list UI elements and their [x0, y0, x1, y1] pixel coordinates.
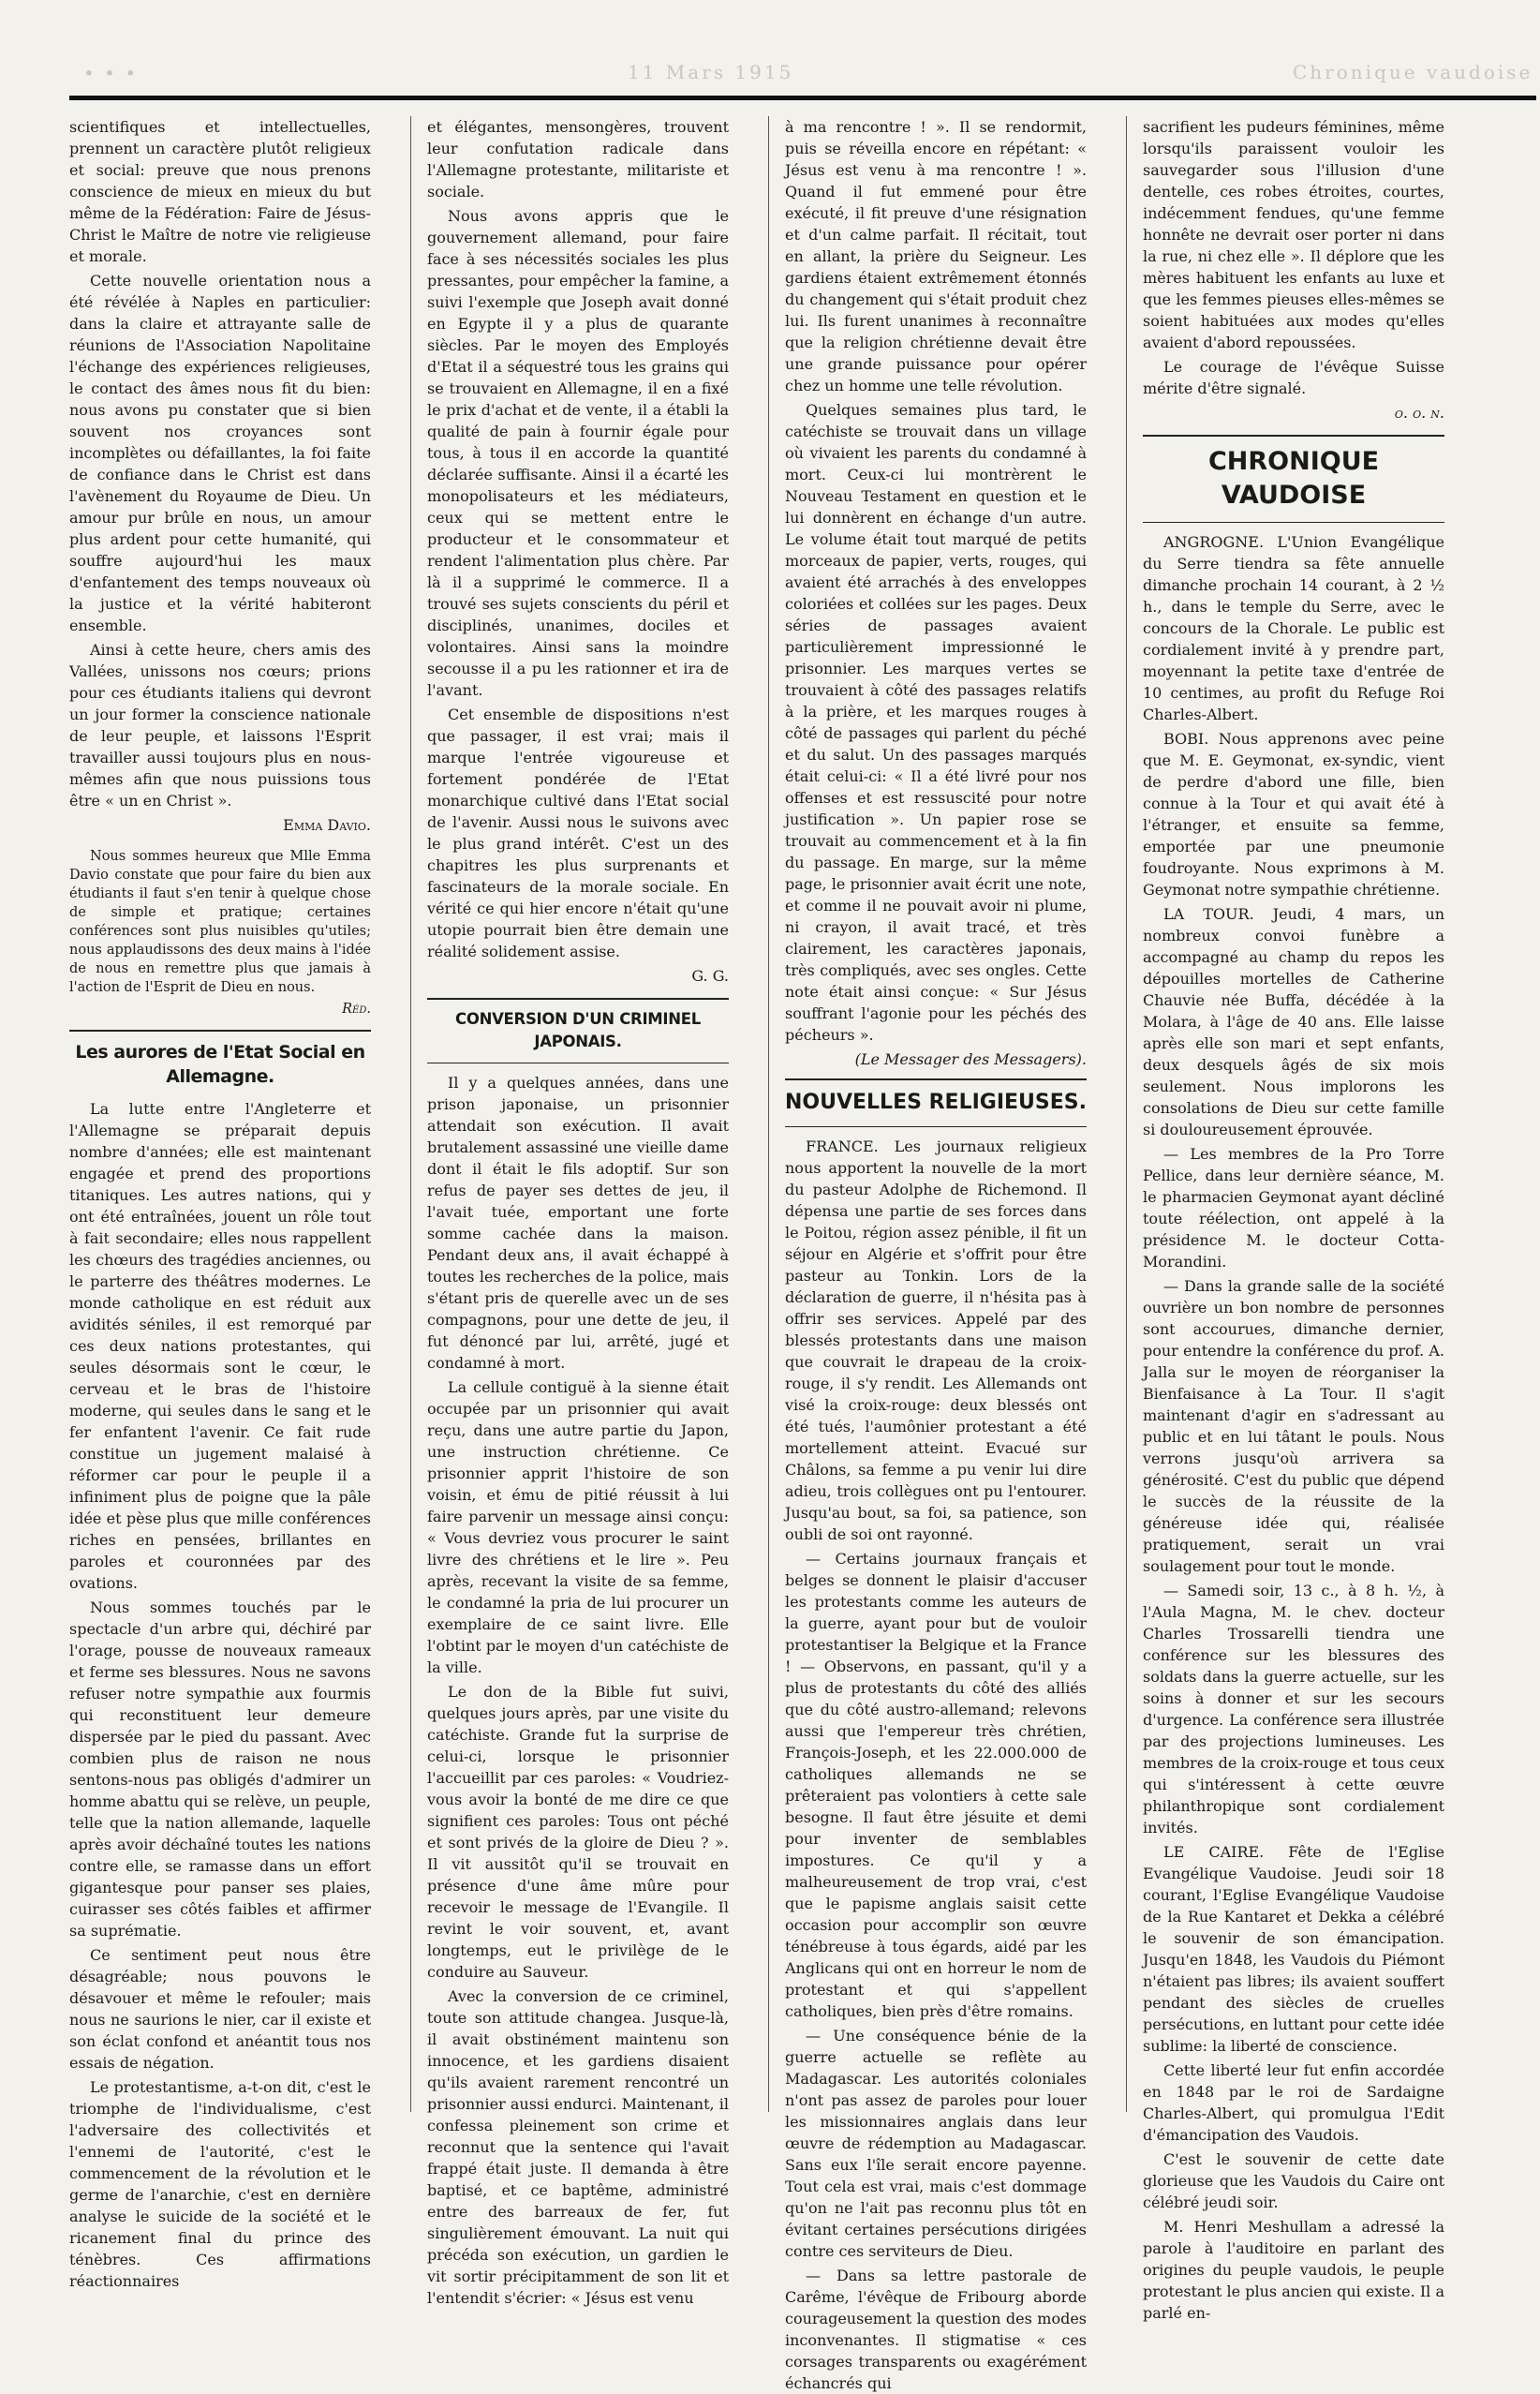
section-rule — [1143, 435, 1444, 437]
paragraph: Le protestantisme, a-t-on dit, c'est le triomphe de l'individualisme, c'est l'adversaire des collectivités et l'ennemi de l'autorité, c'est le commencement de la révolution et le germe de l'anarchie, c'est en dernière analyse le suicide de la société et le ricanement final du prince des ténèbres. Ces affirmations réactionnaires — [69, 2078, 371, 2290]
paragraph: La cellule contiguë à la sienne était occupée par un prisonnier qui avait reçu, dans une autre partie du Japon, une instruction chrétienne. Ce prisonnier apprit l'histoire de son voisin, et ému de pitié réussit à lui faire parvenir un message ainsi conçu: « Vous devriez vous procurer le saint livre des chrétiens et le lire ». Peu après, recevant la visite de sa femme, le condamné la pria de lui procurer un exemplaire de ce saint livre. Elle l'obtint par le moyen d'un catéchiste de la ville. — [427, 1378, 729, 1676]
column-3 — [785, 116, 1087, 2392]
editor-note: Nous sommes heureux que Mlle Emma Davio constate que pour faire du bien aux étudiants il faut s'en tenir à quelque chose de simple et pratique; certaines conférences sont plus nuisibles qu'utiles; nous applaudissons des deux mains à l'idée de nous en remettre plus que jamais à l'action de l'Esprit de Dieu en nous. — [69, 849, 371, 995]
column-1 — [69, 116, 371, 2290]
paragraph: Quelques semaines plus tard, le catéchiste se trouvait dans un village où vivaient les parents du condamné à mort. Ceux-ci lui montrèrent le Nouveau Testament en question et le lui donnèrent en échange d'un autre. Le volume était tout marqué de petits morceaux de papier, verts, rouges, qui avaient été arrachés à des enveloppes coloriées et collées sur les pages. Deux séries de passages avaient particulièrement impressionné le prisonnier. Les marques vertes se trouvaient à côté des passages relatifs à la prière, et les marques rouges à côté de passages qui parlent du péché et du salut. Un des passages marqués était celui-ci: « Il a été livré pour nos offenses et est ressuscité pour notre justification ». Un papier rose se trouvait au commencement et à la fin du passage. En marge, sur la même page, le prisonnier avait écrit une note, et comme il ne pouvait avoir ni plume, ni crayon, il avait tracé, et très clairement, les caractères japonais, très compliqués, avec ses ongles. Cette note était ainsi conçue: « Sur Jésus souffrant l'agonie pour les péchés des pécheurs ». — [785, 401, 1087, 1044]
header-right-fragment: Chronique vaudoise — [1293, 61, 1533, 83]
paragraph: Le don de la Bible fut suivi, quelques jours après, par une visite du catéchiste. Grande fut la surprise de celui-ci, lorsque le prisonnier l'accueillit par ces paroles: « Voudriez-vous avoir la bonté de me dire ce que signifient ces paroles: Tous ont péché et sont privés de la gloire de Dieu ? ». Il vit aussitôt qu'il se trouvait en présence d'une âme mûre pour recevoir le message de l'Evangile. Il revint le voir souvent, et, avant longtemps, eut le privilège de le conduire au Sauveur. — [427, 1683, 729, 1981]
faded-header — [75, 37, 1536, 84]
paragraph: Cette nouvelle orientation nous a été révélée à Naples en particulier: dans la claire et attrayante salle de réunions de l'Association Napolitaine l'échange des expériences religieuses, le contact des âmes nous fit du bien: nous avons pu constater que si bien souvent nos croyances sont incomplètes ou défaillantes, la foi faite de confiance dans le Christ est dans l'avènement du Royaume de Dieu. Un amour pur brûle en nous, un amour plus ardent pour cette humanité, qui souffre aujourd'hui les maux d'enfantement des temps nouveaux où la justice et la vérité habiteront ensemble. — [69, 272, 371, 634]
paragraph: — Samedi soir, 13 c., à 8 h. ½, à l'Aula Magna, M. le chev. docteur Charles Trossarelli tiendra une conférence sur les blessures des soldats dans la guerre actuelle, sur les soins à donner et sur les secours d'urgence. La conférence sera illustrée par des projections lumineuses. Les membres de la croix-rouge et tous ceux qui s'intéressent à cette œuvre philanthropique sont cordialement invités. — [1143, 1582, 1444, 1836]
article-title-nouvelles: NOUVELLES RELIGIEUSES. — [785, 1091, 1087, 1114]
paragraph: La lutte entre l'Angleterre et l'Allemagne se préparait depuis nombre d'années; elle est maintenant engagée et prend des proportions titaniques. Les autres nations, qui y ont été entraînées, jouent un rôle tout à fait secondaire; elles nous rappellent les chœurs des tragédies anciennes, ou le parterre des théâtres modernes. Le monde catholique en est réduit aux avidités séniles, il est remorqué par ces deux nations protestantes, qui seules désormais sont le cœur, le cerveau et le bras de l'histoire moderne, qui seules dans le sang et le fer enfantent l'avenir. Ce fait rude constitue un jugement malaisé à réformer car pour le peuple il a infiniment plus de poigne que la pâle idée et pèse plus que mille conférences riches en pensées, brillantes en paroles et couronnées par des ovations. — [69, 1100, 371, 1592]
article-title-conversion: CONVERSION D'UN CRIMINEL JAPONAIS. — [455, 1010, 701, 1050]
paragraph: LE CAIRE. Fête de l'Eglise Evangélique Vaudoise. Jeudi soir 18 courant, l'Eglise Evangélique Vaudoise de la Rue Kantaret et Dekka a célébré le souvenir de son émancipation. Jusqu'en 1848, les Vaudois du Piémont n'étaient pas libres; ils avaient souffert pendant des siècles de cruelles persécutions, en luttant pour cette idée sublime: la liberté de conscience. — [1143, 1843, 1444, 2055]
paragraph: — Les membres de la Pro Torre Pellice, dans leur dernière séance, M. le pharmacien Geymonat ayant décliné toute réélection, ont appelé à la présidence M. le docteur Cotta-Morandini. — [1143, 1145, 1444, 1271]
paragraph: ANGROGNE. L'Union Evangélique du Serre tiendra sa fête annuelle dimanche prochain 14 courant, à 2 ½ h., dans le temple du Serre, avec le concours de la Chorale. Le public est cordialement invité à y prendre part, moyennant la petite taxe d'entrée de 10 centimes, au profit du Refuge Roi Charles-Albert. — [1143, 533, 1444, 723]
title-underline — [785, 1126, 1087, 1127]
section-rule — [69, 1030, 371, 1032]
header-date-fragment: 11 Mars 1915 — [628, 61, 794, 83]
paragraph: LA TOUR. Jeudi, 4 mars, un nombreux convoi funèbre a accompagné au champ du repos les dépouilles mortelles de Catherine Chauvie née Buffa, décédée à la Molara, à l'âge de 40 ans. Elle laisse après elle son mari et sept enfants, deux desquels âgés de six mois seulement. Nous implorons les consolations de Dieu sur cette famille si douloureusement éprouvée. — [1143, 905, 1444, 1138]
paragraph: Le courage de l'évêque Suisse mérite d'être signalé. — [1143, 358, 1444, 397]
source-attribution: (Le Messager des Messagers). — [854, 1050, 1087, 1068]
paragraph: Avec la conversion de ce criminel, toute son attitude changea. Jusque-là, il avait obstinément maintenu son innocence, et les gardiens disaient qu'ils avaient rarement rencontré un prisonnier aussi endurci. Maintenant, il confessa pleinement son crime et reconnut que la sentence qui l'avait frappé était juste. Il demanda à être baptisé, et ce baptême, administré entre des barreaux de fer, fut singulièrement émouvant. La nuit qui précéda son exécution, un gardien le vit sortir précipitamment de son lit et l'entendit s'écrier: « Jésus est venu — [427, 1987, 729, 2307]
column-divider — [410, 116, 411, 2112]
paragraph: M. Henri Meshullam a adressé la parole à l'auditoire en parlant des origines du peuple vaudois, le peuple protestant le plus ancien qui existe. Il a parlé en- — [1143, 2218, 1444, 2322]
signature-oon: o. o. n. — [1394, 404, 1444, 422]
column-divider — [1126, 116, 1127, 2112]
top-rule — [69, 96, 1536, 100]
paragraph: — Dans la grande salle de la société ouvrière un bon nombre de personnes sont accourues, dimanche dernier, pour entendre la conférence du prof. A. Jalla sur le moyen de réorganiser la Bienfaisance à La Tour. Il s'agit maintenant d'agir en s'adressant au public et en lui tâtant le pouls. Nous verrons jusqu'où arrivera sa générosité. C'est du public que dépend le succès de la réussite de la généreuse idée qui, réalisée pratiquement, serait un vrai soulagement pour tout le monde. — [1143, 1277, 1444, 1575]
paragraph: Nous avons appris que le gouvernement allemand, pour faire face à ses nécessités sociales les plus pressantes, pour empêcher la famine, a suivi l'exemple que Joseph avait donné en Egypte il y a plus de quarante siècles. Par le moyen des Employés d'Etat il a séquestré tous les grains qui se trouvaient en Allemagne, il en a fixé le prix d'achat et de vente, il a établi la qualité de pain à fournir égale pour tous, à tous il en accorde la quantité déclarée suffisante. Ainsi il a écarté les monopolisateurs et les médiateurs, ceux qui se mettent entre le producteur et le consommateur et rendent l'alimentation plus chère. Par là il a supprimé le commerce. Il a trouvé ses sujets conscients du péril et disciplinés, unanimes, dociles et volontaires. Ainsi sans la moindre secousse il a pu les rationner et ira de l'avant. — [427, 207, 729, 699]
paragraph: FRANCE. Les journaux religieux nous apportent la nouvelle de la mort du pasteur Adolphe de Richemond. Il dépensa une partie de ses forces dans le Poitou, région assez pénible, il fit un séjour en Algérie et s'offrit pour être pasteur au Tonkin. Lors de la déclaration de guerre, il n'hésita pas à offrir ses services. Appelé par des blessés protestants dans une maison que couvrait le drapeau de la croix-rouge, il s'y rendit. Les Allemands ont visé la croix-rouge: deux blessés ont été tués, l'aumônier protestant a été mortellement atteint. Evacué sur Châlons, sa femme a pu venir lui dire adieu, trois collègues ont pu l'entourer. Jusqu'au bout, sa foi, sa patience, son oubli de soi ont rayonné. — [785, 1138, 1087, 1543]
paragraph: Ce sentiment peut nous être désagréable; nous pouvons le désavouer et même le refouler; mais nous ne saurions le nier, car il existe et son éclat confond et anéantit tous nos essais de négation. — [69, 1946, 371, 2072]
paragraph: Il y a quelques années, dans une prison japonaise, un prisonnier attendait son exécution. Il avait brutalement assassiné une vieille dame dont il était le fils adoptif. Sur son refus de payer ses dettes de jeu, il l'avait tuée, emportant une forte somme cachée dans la maison. Pendant deux ans, il avait échappé à toutes les recherches de la police, mais s'étant pris de querelle avec un de ses compagnons, pour une dette de jeu, il fut dénoncé par lui, arrêté, jugé et condamné à mort. — [427, 1074, 729, 1372]
paragraph: — Une conséquence bénie de la guerre actuelle se reflète au Madagascar. Les autorités coloniales n'ont pas assez de paroles pour louer les missionnaires anglais dans leur œuvre de rédemption au Madagascar. Sans eux l'île serait encore payenne. Tout cela est vrai, mais c'est dommage qu'on ne l'ait pas reconnu plus tôt en évitant certaines persécutions dirigées contre ces serviteurs de Dieu. — [785, 2027, 1087, 2260]
section-rule — [785, 1078, 1087, 1080]
section-rule — [427, 998, 729, 1000]
header-left-fragment: ∙ ∙ ∙ — [84, 61, 139, 83]
column-divider — [768, 116, 769, 2112]
paragraph: Ainsi à cette heure, chers amis des Vallées, unissons nos cœurs; prions pour ces étudiants italiens qui devront un jour former la conscience nationale de leur peuple, et laissons l'Esprit travailler aussi toujours plus en nous-mêmes afin que nous puissions tous être « un en Christ ». — [69, 641, 371, 810]
paragraph: — Dans sa lettre pastorale de Carême, l'évêque de Fribourg aborde courageusement la question des modes inconvenantes. Il stigmatise « ces corsages transparents ou exagérément échancrés qui — [785, 2267, 1087, 2392]
paragraph: Nous sommes touchés par le spectacle d'un arbre qui, déchiré par l'orage, pousse de nouveaux rameaux et ferme ses blessures. Nous ne savons refuser notre sympathie aux fourmis qui reconstituent leur demeure dispersée par le pied du passant. Avec combien plus de raison ne nous sentons-nous pas obligés d'admirer un homme abattu qui se relève, un peuple, telle que la nation allemande, laquelle après avoir déchaîné toutes les nations contre elle, se ramasse dans un effort gigantesque pour panser ses plaies, cuirasser ses côtés faibles et affirmer sa suprématie. — [69, 1598, 371, 1940]
paragraph: C'est le souvenir de cette date glorieuse que les Vaudois du Caire ont célébré jeudi soir. — [1143, 2150, 1444, 2211]
signature-gg: G. G. — [691, 967, 729, 985]
column-4 — [1143, 116, 1444, 2322]
signature-emma-davio: Emma Davio. — [283, 816, 371, 834]
article-title-aurores: Les aurores de l'Etat Social en Allemagne. — [75, 1042, 365, 1087]
title-underline — [1143, 522, 1444, 523]
paragraph: à ma rencontre ! ». Il se rendormit, puis se réveilla encore en répétant: « Jésus est venu à ma rencontre ! ». Quand il fut emmené pour être exécuté, il fit preuve d'une résignation et d'un calme parfait. Il récitait, tout en allant, la prière du Seigneur. Les gardiens étaient extrêmement étonnés du changement qui s'était produit chez lui. Ils furent unanimes à reconnaître que la religion chrétienne devait être une grande puissance pour opérer chez un homme une telle révolution. — [785, 118, 1087, 394]
paragraph: Cet ensemble de dispositions n'est que passager, il est vrai; mais il marque l'entrée vigoureuse et fortement pondérée de l'Etat monarchique cultivé dans l'Etat social de l'avenir. Aussi nous le suivons avec le plus grand intérêt. C'est un des chapitres les plus surprenants et fascinateurs de la morale sociale. En vérité ce qui hier encore n'était qu'une utopie pourrait bien être demain une réalité solidement assise. — [427, 706, 729, 960]
article-title-chronique: CHRONIQUE VAUDOISE — [1207, 447, 1380, 510]
paragraph: sacrifient les pudeurs féminines, même lorsqu'ils paraissent vouloir les sauvegarder sous l'illusion d'une dentelle, ces robes étroites, courtes, indécemment fendues, qu'une femme honnête ne devrait oser porter ni dans la rue, ni chez elle ». Il déplore que les mères habituent les enfants au luxe et que les femmes pieuses elles-mêmes se soient habituées aux modes qu'elles avaient d'abord repoussées. — [1143, 118, 1444, 351]
paragraph: — Certains journaux français et belges se donnent le plaisir d'accuser les protestants comme les auteurs de la guerre, ayant pour but de vouloir protestantiser la Belgique et la France ! — Observons, en passant, qu'il y a plus de protestants du côté des alliés que du côté austro-allemand; relevons aussi que l'empereur très chrétien, François-Joseph, et les 22.000.000 de catholiques allemands ne se prêteraient pas volontiers à cette sale besogne. Il faut être jésuite et demi pour inventer de semblables impostures. Ce qu'il y a malheureusement de trop vrai, c'est que le papisme anglais saisit cette occasion pour accomplir son œuvre ténébreuse à tous égards, aidé par les Anglicans qui ont en horreur le nom de protestant et qui s'appellent catholiques, bien près d'être romains. — [785, 1550, 1087, 2020]
paragraph: scientifiques et intellectuelles, prennent un caractère plutôt religieux et social: preuve que nous prenons conscience de mieux en mieux du but même de la Fédération: Faire de Jésus-Christ le Maître de notre vie religieuse et morale. — [69, 118, 371, 265]
paragraph: BOBI. Nous apprenons avec peine que M. E. Geymonat, ex-syndic, vient de perdre d'abord une fille, bien connue à la Tour et qui avait été à l'étranger, et ensuite sa femme, emportée par une pneumonie foudroyante. Nous exprimons à M. Geymonat notre sympathie chrétienne. — [1143, 730, 1444, 899]
column-2 — [427, 116, 729, 2307]
paragraph: Cette liberté leur fut enfin accordée en 1848 par le roi de Sardaigne Charles-Albert, qui promulgua l'Edit d'émancipation des Vaudois. — [1143, 2061, 1444, 2144]
editor-signature: Réd. — [342, 1002, 371, 1017]
paragraph: et élégantes, mensongères, trouvent leur confutation radicale dans l'Allemagne protestante, militariste et sociale. — [427, 118, 729, 201]
